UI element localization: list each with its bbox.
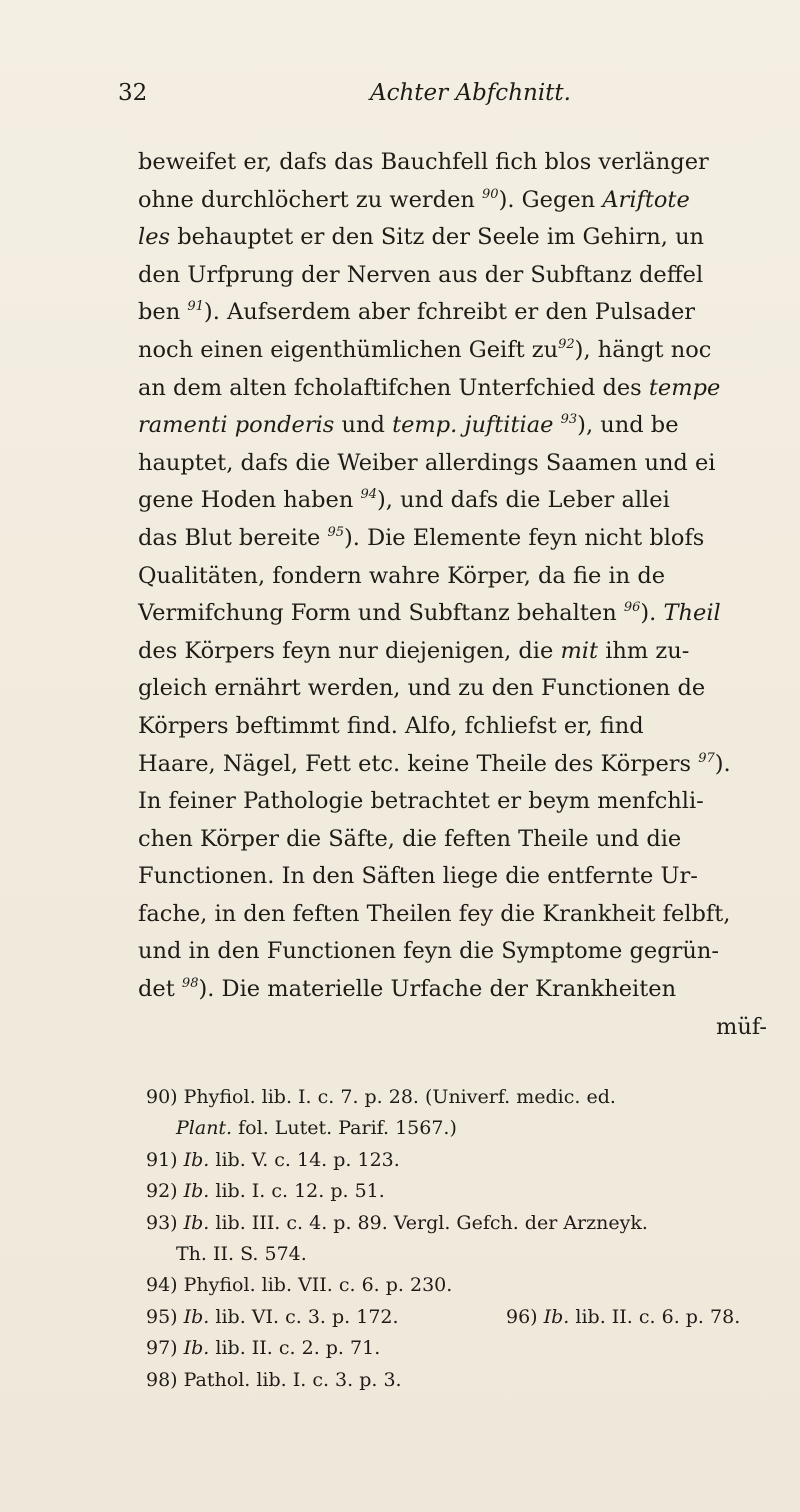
footnote-ref: 98: [181, 976, 199, 992]
footnote-93-continued: Th. II. S. 574.: [176, 1242, 307, 1265]
text-line: und in den Functionen feyn die Symptome gegrün-: [138, 938, 719, 965]
footnote-ref: 95: [327, 524, 344, 540]
text-line: ohne durchlöchert zu werden $^{90}$). Gegen Ariftote: [138, 186, 690, 213]
running-title: Achter Abfchnitt.: [370, 80, 571, 106]
text-line: ben $^{91}$). Aufserdem aber fchreibt er den Pulsader: [138, 299, 696, 326]
text-line: Functionen. In den Säften liege die entfernte Ur-: [138, 863, 698, 890]
footnote-ref: 96: [623, 600, 641, 616]
footnote-ref: 92: [558, 336, 575, 352]
text-line: an dem alten fcholaftifchen Unterfchied des tempe: [138, 374, 721, 401]
footnote-90-continued: Plant. fol. Lutet. Parif. 1567.): [176, 1117, 457, 1140]
footnote-ref: 97: [698, 750, 715, 766]
main-text: [138, 144, 800, 1046]
text-line: den Urfprung der Nerven aus der Subftanz deffel: [138, 261, 704, 288]
footnote-90: 90) Phyfiol. lib. I. c. 7. p. 28. (Univerf. medic. ed.: [146, 1086, 616, 1108]
page-number: 32: [118, 80, 148, 106]
footnote-97: 97) Ib. lib. II. c. 2. p. 71.: [146, 1337, 381, 1360]
text-line: hauptet, dafs die Weiber allerdings Saamen und ei: [138, 449, 716, 476]
footnote-row: [146, 1302, 800, 1333]
footnotes: [146, 1082, 800, 1396]
text-line: das Blut bereite $^{95}$). Die Elemente feyn nicht blofs: [138, 524, 705, 551]
footnote-98: 98) Pathol. lib. I. c. 3. p. 3.: [146, 1368, 402, 1391]
text-line: Qualitäten, fondern wahre Körper, da fie in de: [138, 562, 666, 589]
text-line: noch einen eigenthümlichen Geift $zu^{92}$), hängt noc: [138, 336, 712, 363]
footnote-ref: 91: [187, 299, 204, 315]
footnote-95: 95) Ib. lib. VI. c. 3. p. 172.: [146, 1305, 399, 1328]
text-line: gene Hoden haben $^{94}$), und dafs die Leber allei: [138, 487, 670, 514]
footnote-92: 92) Ib. lib. I. c. 12. p. 51.: [146, 1180, 385, 1203]
text-line: beweifet er, dafs das Bauchfell fich blos verlänger: [138, 149, 709, 175]
footnote-91: 91) Ib. lib. V. c. 14. p. 123.: [146, 1148, 400, 1171]
footnote-ref: 94: [360, 487, 378, 503]
text-line: In feiner Pathologie betrachtet er beym menfchli-: [138, 788, 704, 815]
page-header: [118, 80, 800, 120]
text-line: det $^{98}$). Die materielle Urfache der Krankheiten: [138, 976, 677, 1003]
footnote-96: 96) Ib. lib. II. c. 6. p. 78.: [506, 1305, 741, 1328]
footnote-ref: 93: [560, 412, 578, 428]
text-line: ramenti ponderis und temp. juftitiae $^{93}$), und be: [138, 412, 679, 439]
footnote-94: 94) Phyfiol. lib. VII. c. 6. p. 230.: [146, 1274, 453, 1297]
text-line: chen Körper die Säfte, die feften Theile und die: [138, 825, 682, 852]
footnote-93: 93) Ib. lib. III. c. 4. p. 89. Vergl. Gefch. der Arzneyk.: [146, 1211, 648, 1234]
text-line: les behauptet er den Sitz der Seele im Gehirn, un: [138, 224, 705, 251]
text-line: des Körpers feyn nur diejenigen, die mit ihm zu-: [138, 637, 690, 664]
catchword: müf-: [716, 1013, 767, 1040]
text-line: fache, in den feften Theilen fey die Krankheit felbft,: [138, 900, 731, 927]
text-line: Vermifchung Form und Subftanz behalten $^{96}$). Theil: [138, 600, 721, 627]
text-line: Haare, Nägel, Fett etc. keine Theile des Körpers $^{97}$).: [138, 750, 731, 777]
text-line: gleich ernährt werden, und zu den Functionen de: [138, 675, 706, 702]
text-line: Körpers beftimmt find. Alfo, fchliefst er, find: [138, 712, 644, 739]
footnote-ref: 90: [482, 186, 499, 202]
